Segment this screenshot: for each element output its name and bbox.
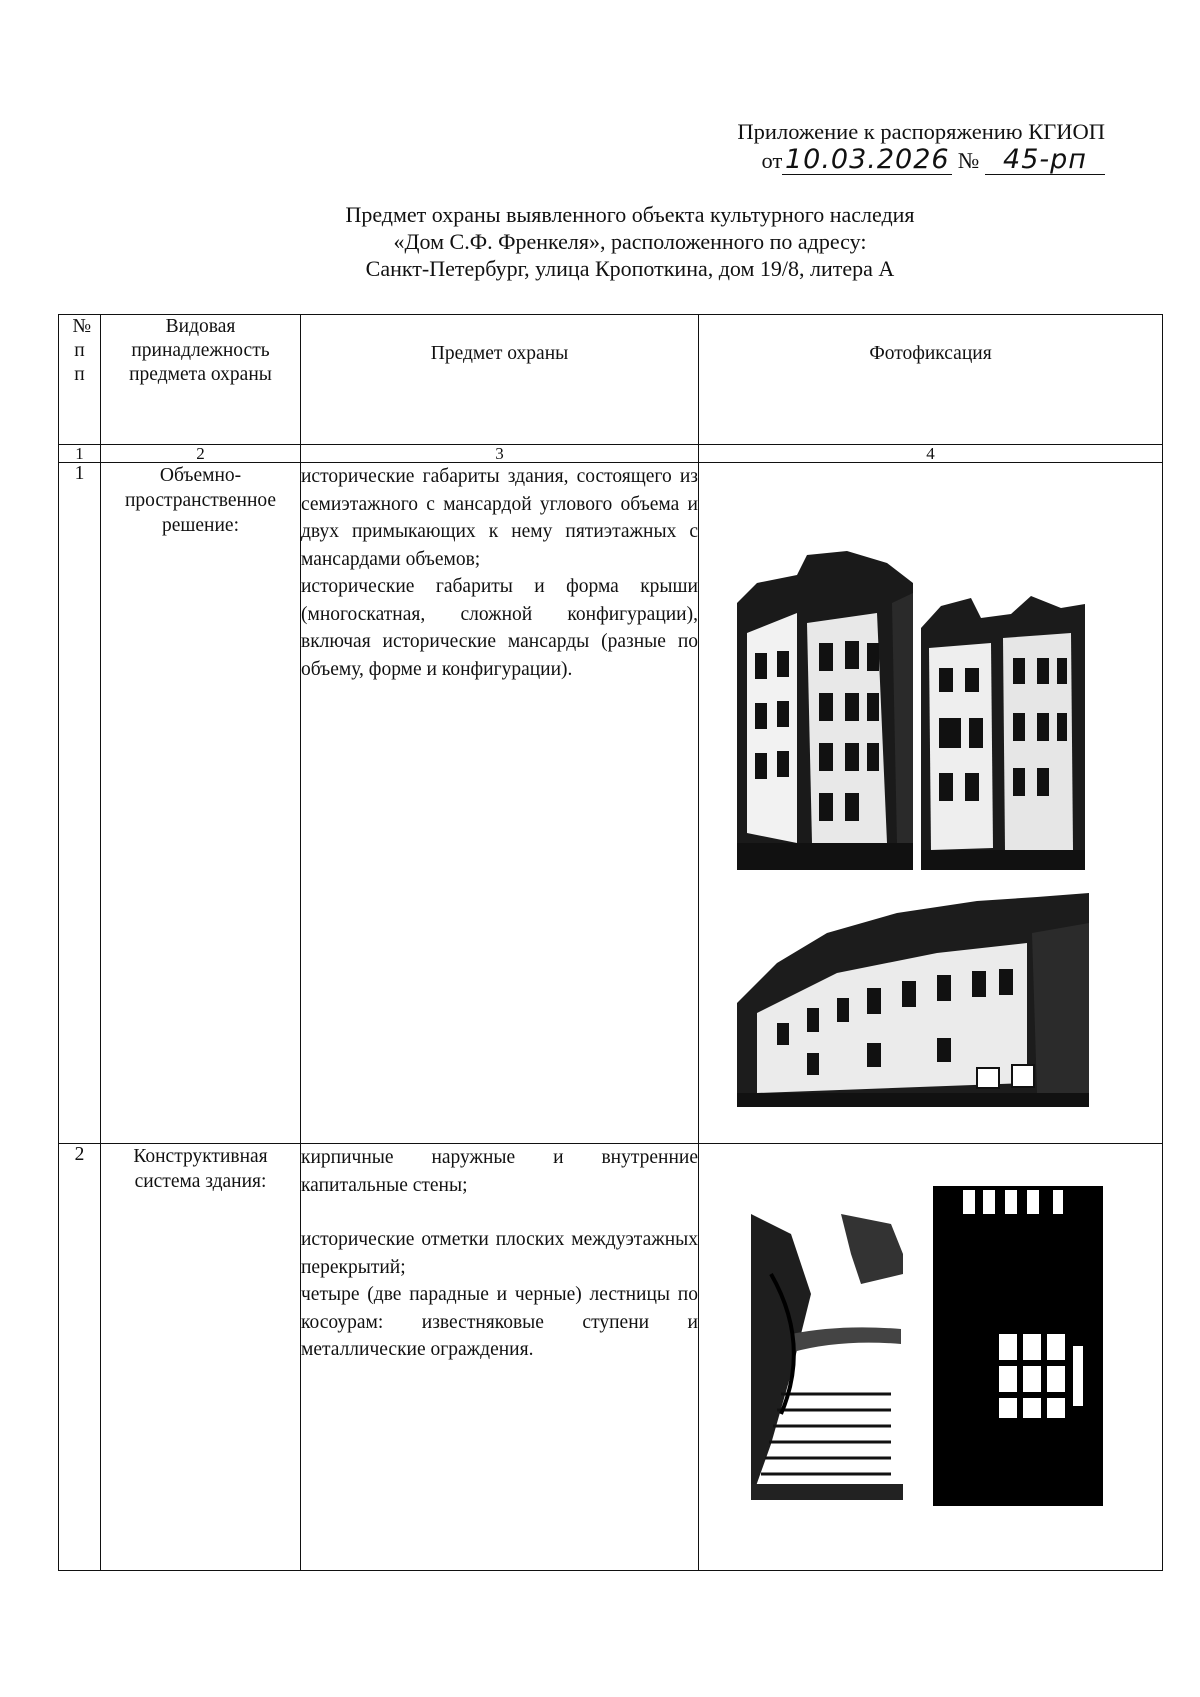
title-line-3: Санкт-Петербург, улица Кропоткина, дом 19/8, литера А — [365, 256, 895, 281]
description-item: исторические габариты здания, состоящего из семиэтажного с мансардой углового объема и двух примыкающих к нему пятиэтажных с мансардами объемов; — [301, 466, 698, 570]
header-number: № п п — [59, 315, 101, 445]
protection-subject-table — [58, 314, 1163, 1571]
title-line-1: Предмет охраны выявленного объекта культурного наследия — [345, 202, 915, 227]
document-title — [150, 201, 1110, 282]
appendix-header — [737, 117, 1105, 175]
date-prefix: от — [761, 148, 783, 173]
staircase-photo — [751, 1214, 903, 1500]
row-description — [301, 463, 699, 1144]
row-number: 1 — [59, 463, 101, 1144]
row-category: Объемно-пространственное решение: — [101, 463, 301, 1144]
order-number: 45-рп — [985, 146, 1105, 175]
table-header-row — [59, 315, 1163, 445]
number-prefix: № — [957, 148, 980, 173]
description-item: четыре (две парадные и черные) лестницы по косоурам: известняковые ступени и металлические ограждения. — [301, 1284, 698, 1360]
order-date: 10.03.2026 — [782, 146, 952, 175]
description-item: исторические габариты и форма крыши (многоскатная, сложной конфигурации), включая исторические мансарды (разные по объему, форме и конфигурации). — [301, 576, 698, 680]
stairwell-window-photo — [933, 1186, 1103, 1506]
row-category: Конструктивная система здания: — [101, 1144, 301, 1571]
order-date-number — [737, 146, 1105, 175]
header-category: Видовая принадлежность предмета охраны — [101, 315, 301, 445]
header-subject: Предмет охраны — [301, 315, 699, 445]
column-number: 1 — [59, 445, 101, 463]
description-item: исторические отметки плоских междуэтажных перекрытий; — [301, 1229, 698, 1278]
table-row — [59, 1144, 1163, 1571]
title-line-2: «Дом С.Ф. Френкеля», расположенного по адресу: — [393, 229, 867, 254]
column-number-row — [59, 445, 1163, 463]
building-facade-photo — [921, 588, 1085, 870]
table-row — [59, 463, 1163, 1144]
description-item: кирпичные наружные и внутренние капитальные стены; — [301, 1147, 698, 1196]
building-corner-photo — [737, 543, 913, 870]
row-photos — [699, 463, 1163, 1144]
row-photos — [699, 1144, 1163, 1571]
row-description — [301, 1144, 699, 1571]
row-number: 2 — [59, 1144, 101, 1571]
building-street-photo — [737, 893, 1089, 1107]
column-number: 3 — [301, 445, 699, 463]
header-photo: Фотофиксация — [699, 315, 1163, 445]
column-number: 2 — [101, 445, 301, 463]
appendix-line: Приложение к распоряжению КГИОП — [737, 119, 1105, 144]
column-number: 4 — [699, 445, 1163, 463]
